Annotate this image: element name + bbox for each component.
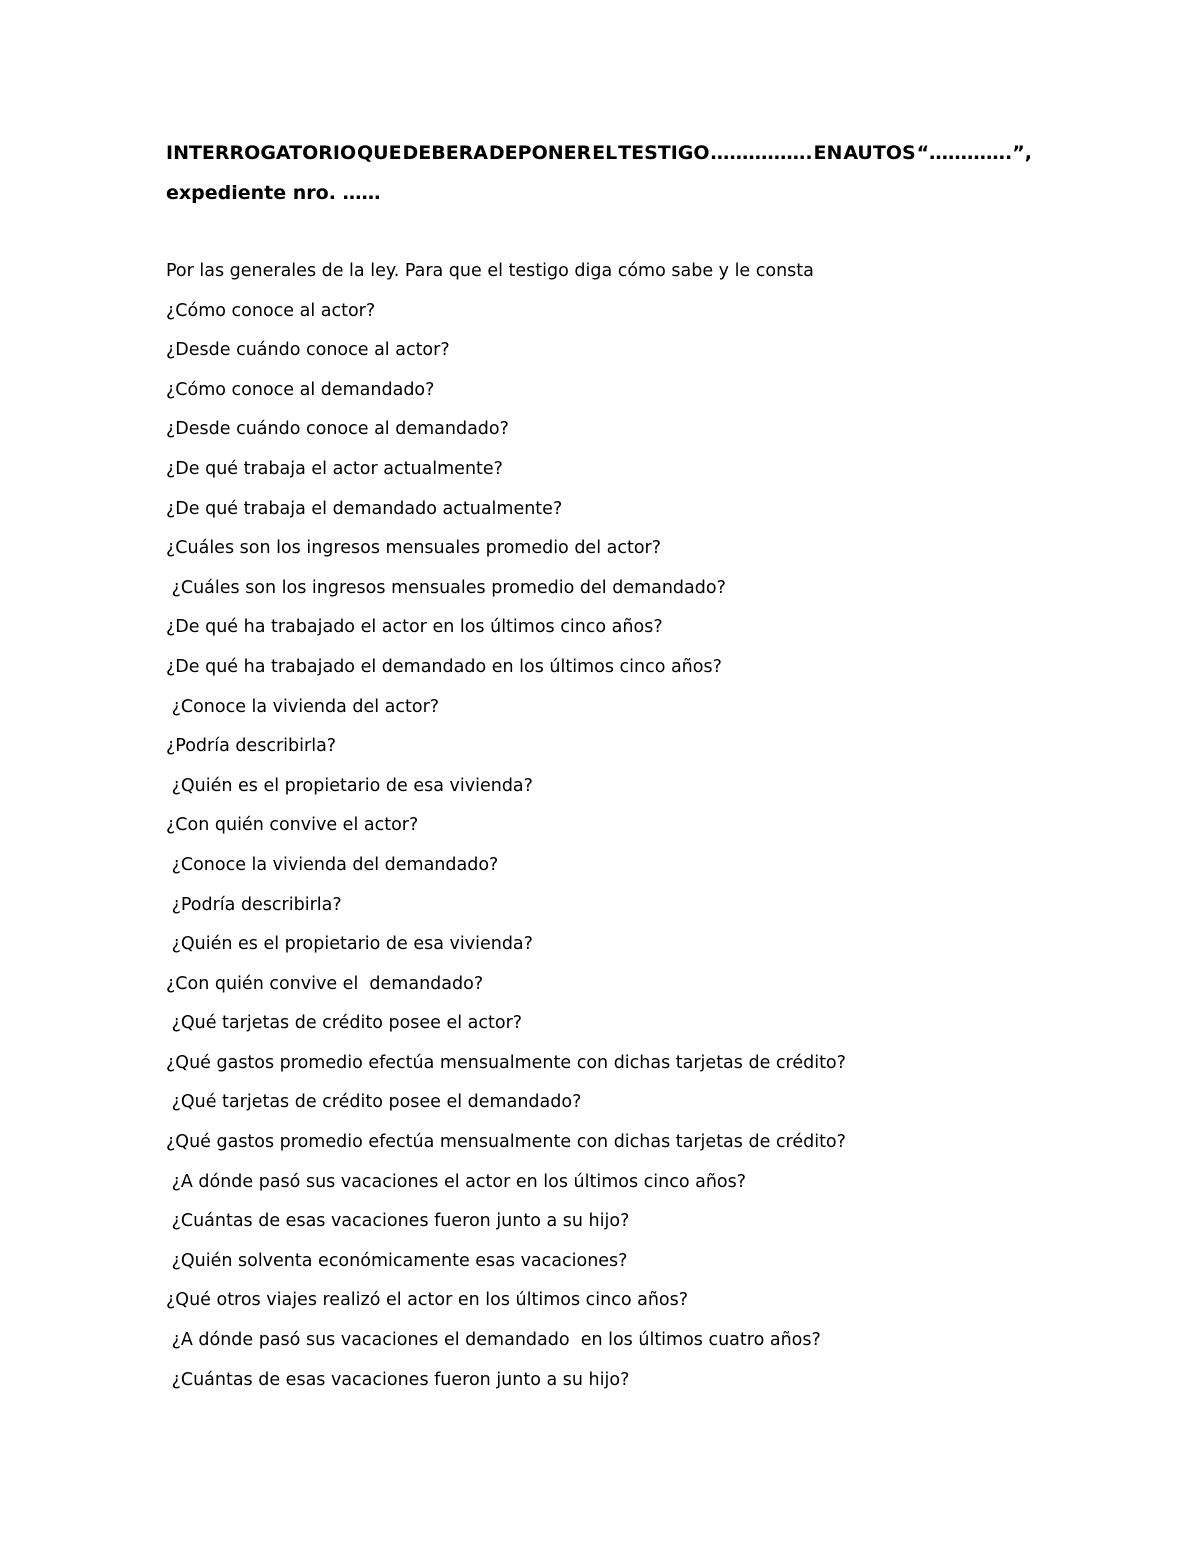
question-line: ¿De qué ha trabajado el actor en los últimos cinco años? <box>166 617 663 638</box>
title-word: AUTOS <box>843 142 916 164</box>
question-line: ¿Quién es el propietario de esa vivienda? <box>166 934 533 955</box>
question-line: ¿Quién es el propietario de esa vivienda? <box>166 775 533 796</box>
question-line: ¿Conoce la vivienda del actor? <box>166 696 440 717</box>
intro-line: Por las generales de la ley. Para que el testigo diga cómo sabe y le consta <box>166 261 814 281</box>
question-line: ¿Cuáles son los ingresos mensuales promedio del actor? <box>166 538 662 559</box>
question-line: ¿Quién solventa económicamente esas vacaciones? <box>166 1250 628 1271</box>
question-line: ¿Con quién convive el actor? <box>166 815 419 836</box>
title-word: ……………. <box>710 142 813 164</box>
question-line: ¿Qué tarjetas de crédito posee el actor? <box>166 1013 523 1034</box>
question-line: ¿Podría describirla? <box>166 736 337 757</box>
question-line: ¿Con quién convive el demandado? <box>166 973 484 994</box>
title-word: “………….”, <box>916 142 1032 164</box>
question-line: ¿De qué trabaja el demandado actualmente? <box>166 498 563 519</box>
question-line: ¿Qué gastos promedio efectúa mensualmente con dichas tarjetas de crédito? <box>166 1132 846 1153</box>
title-word: DEBERA <box>402 142 489 164</box>
question-line: ¿Desde cuándo conoce al actor? <box>166 340 450 361</box>
title-word: EN <box>813 142 843 164</box>
question-line: ¿Cuáles son los ingresos mensuales promedio del demandado? <box>166 577 726 598</box>
question-line: ¿Desde cuándo conoce al demandado? <box>166 419 509 440</box>
question-line: ¿De qué trabaja el actor actualmente? <box>166 458 503 479</box>
title-word: INTERROGATORIO <box>166 142 357 164</box>
question-line: ¿Qué tarjetas de crédito posee el demandado? <box>166 1092 582 1113</box>
question-line: ¿Qué otros viajes realizó el actor en los últimos cinco años? <box>166 1290 689 1311</box>
question-line: ¿Podría describirla? <box>166 894 342 915</box>
question-line: ¿Qué gastos promedio efectúa mensualmente con dichas tarjetas de crédito? <box>166 1052 846 1073</box>
question-line: ¿Cuántas de esas vacaciones fueron junto a su hijo? <box>166 1369 630 1390</box>
title-word: TESTIGO <box>618 142 710 164</box>
question-line: ¿A dónde pasó sus vacaciones el demandado en los últimos cuatro años? <box>166 1330 821 1351</box>
expediente-line: expediente nro. …… <box>166 182 381 204</box>
question-line: ¿A dónde pasó sus vacaciones el actor en los últimos cinco años? <box>166 1171 747 1192</box>
document-title <box>166 140 1032 166</box>
title-word: QUE <box>357 142 402 164</box>
question-list <box>166 258 846 1406</box>
question-line: ¿Cuántas de esas vacaciones fueron junto a su hijo? <box>166 1211 630 1232</box>
question-line: ¿De qué ha trabajado el demandado en los últimos cinco años? <box>166 656 722 677</box>
question-line: ¿Cómo conoce al actor? <box>166 300 376 321</box>
title-word: EL <box>592 142 618 164</box>
question-line: ¿Cómo conoce al demandado? <box>166 379 435 400</box>
question-line: ¿Conoce la vivienda del demandado? <box>166 854 499 875</box>
title-word: DEPONER <box>488 142 592 164</box>
